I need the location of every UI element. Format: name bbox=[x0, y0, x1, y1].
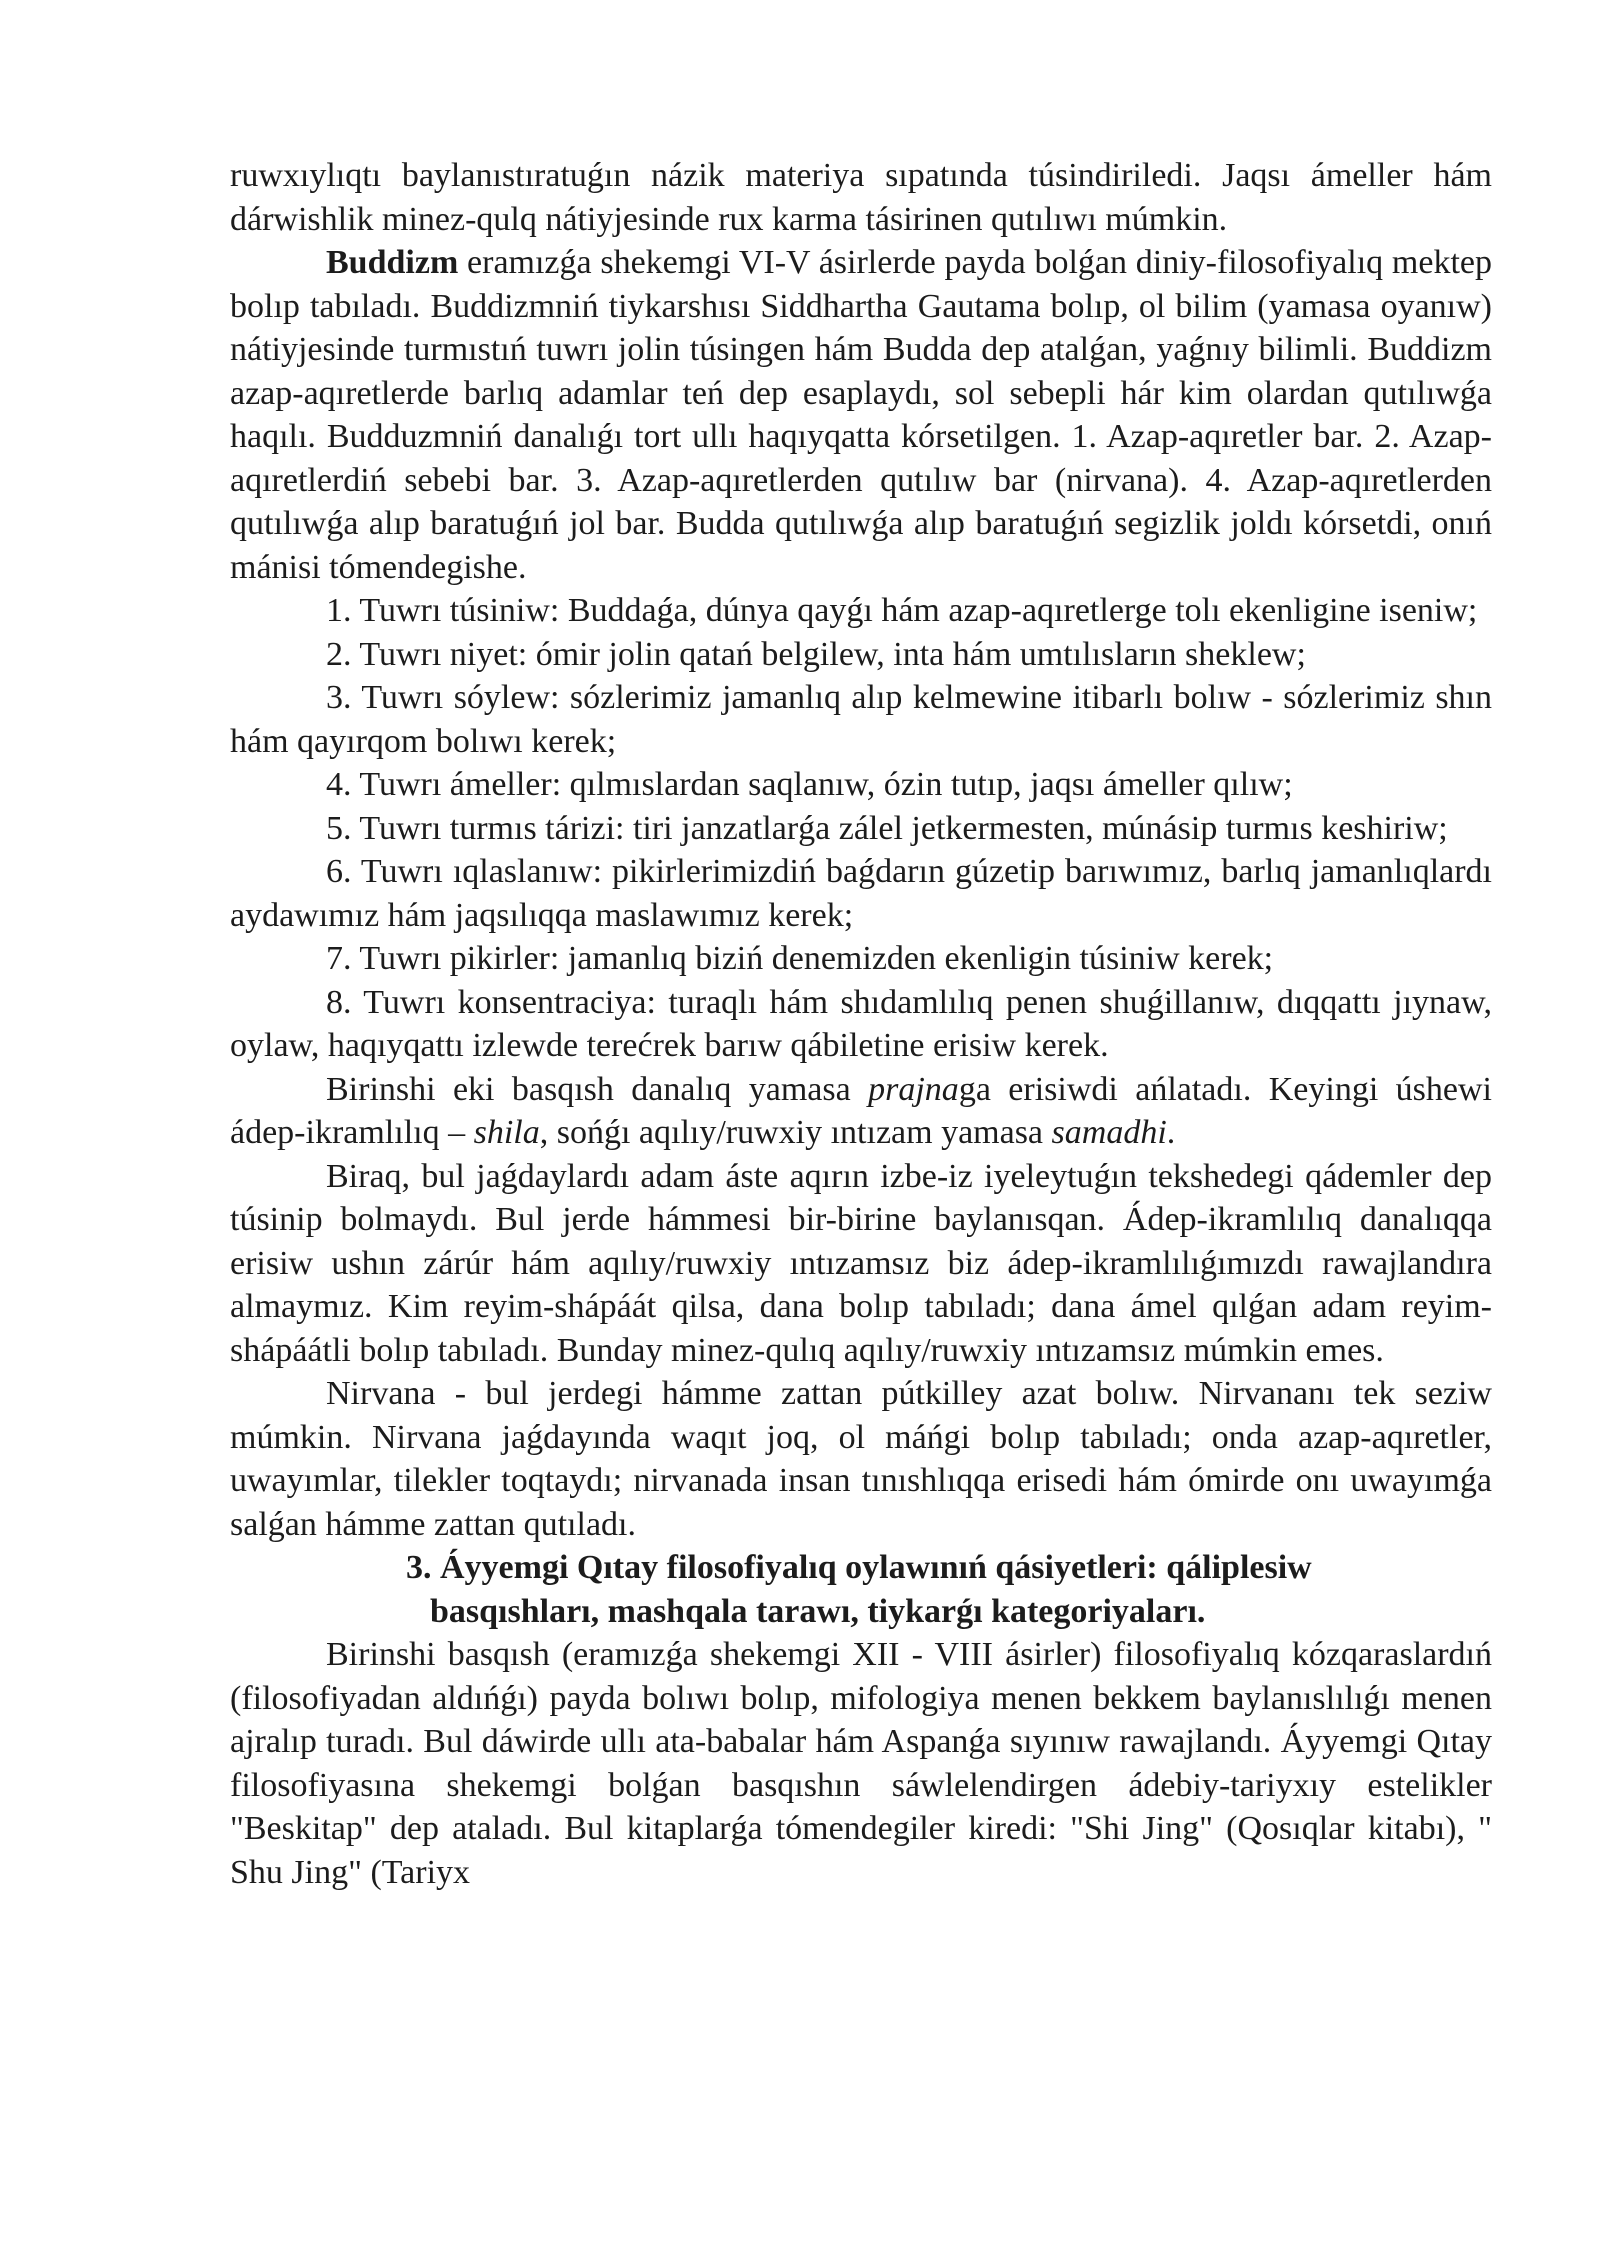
section-heading bbox=[230, 1546, 1492, 1633]
list-item-6: 6. Tuwrı ıqlaslanıw: pikirlerimizdiń baǵdarın gúzetip barıwımız, barlıq jamanlıqlardı aydawımız hám jaqsılıqqa maslawımız kerek; bbox=[230, 853, 1492, 934]
paragraph-birinshi-basqish: Birinshi basqısh (eramızǵa shekemgi XII - VIII ásirler) filosofiyalıq kózqaraslardıń (filosofiyadan aldıńǵı) payda bolıwı bolıp, mifologiya menen bekkem baylanıslılıǵı menen ajralıp turadı. Bul dáwirde ullı ata-babalar hám Aspanǵa sıyınıw rawajlandı. Áyyemgi Qıtay filosofiyasına shekemgi bolǵan basqıshın sáwlelendirgen ádebiy-tariyxıy estelikler "Beskitap" dep ataladı. Bul kitaplarǵa tómendegiler kiredi: "Shi Jing" (Qosıqlar kitabı), " Shu Jing" (Tariyx bbox=[230, 1636, 1492, 1891]
text-segment: , sońǵı aqılıy/ruwxiy ıntızam yamasa bbox=[539, 1114, 1052, 1151]
term-prajna: prajna bbox=[868, 1070, 959, 1108]
text-segment: . bbox=[1166, 1114, 1176, 1151]
text-segment: ga erisiwdi ańlatadı. Keyingi úshewi ádep-ikramlılıq – bbox=[230, 1070, 1492, 1151]
term-buddizm: Buddizm bbox=[326, 244, 459, 281]
paragraph-nirvana: Nirvana - bul jerdegi hámme zattan pútkilley azat bolıw. Nirvananı tek seziw múmkin. Nirvana jaǵdayında waqıt joq, ol máńgi bolıp tabıladı; onda azap-aqıretler, uwayımlar, tilekler toqtaydı; nirvanada insan tınıshlıqqa erisedi hám ómirde onı uwayımǵa salǵan hámme zattan qutıladı. bbox=[230, 1375, 1492, 1543]
paragraph-biraq: Biraq, bul jaǵdaylardı adam áste aqırın izbe-iz iyeleytuǵın tekshedegi qádemler dep túsinip bolmaydı. Bul jerde hámmesi bir-birine baylanısqan. Ádep-ikramlılıq danalıqqa erisiw ushın zárúr hám aqılıy/ruwxiy ıntızamsız biz ádep-ikramlılıǵımızdı rawajlandıra almaymız. Kim reyim-shápáát qilsa, dana bolıp tabıladı; dana ámel qılǵan adam reyim-shápáátli bolıp tabıladı. Bunday minez-qulıq aqılıy/ruwxiy ıntızamsız múmkin emes. bbox=[230, 1157, 1492, 1369]
term-shila: shila bbox=[473, 1114, 540, 1151]
list-item-4: 4. Tuwrı ámeller: qılmıslardan saqlanıw, ózin tutıp, jaqsı ámeller qılıw; bbox=[326, 766, 1293, 803]
paragraph-intro: ruwxıylıqtı baylanıstıratuǵın názik materiya sıpatında túsindiriledi. Jaqsı ámeller hám dárwishlik minez-qulq nátiyjesinde rux karma tásirinen qutılıwı múmkin. bbox=[230, 157, 1492, 238]
list-item-5: 5. Tuwrı turmıs tárizi: tiri janzatlarǵa zálel jetkermesten, múnásip turmıs keshiriw; bbox=[326, 809, 1448, 847]
document-page bbox=[230, 154, 1492, 1894]
term-samadhi: samadhi bbox=[1051, 1114, 1167, 1151]
list-item-7: 7. Tuwrı pikirler: jamanlıq biziń denemizden ekenligin túsiniw kerek; bbox=[326, 940, 1274, 977]
list-item-1: 1. Tuwrı túsiniw: Buddaǵa, dúnya qayǵı hám azap-aqıretlerge tolı ekenligine iseniw; bbox=[326, 592, 1478, 629]
list-item-8: 8. Tuwrı konsentraciya: turaqlı hám shıdamlılıq penen shuǵillanıw, dıqqattı jıynaw, oylaw, haqıyqattı izlewde terećrek barıw qábiletine erisiw kerek. bbox=[230, 983, 1492, 1064]
section-heading-line1: 3. Áyyemgi Qıtay filosofiyalıq oylawınıń qásiyetleri: qáliplesiw bbox=[406, 1549, 1312, 1586]
text-segment: Birinshi eki basqısh danalıq yamasa bbox=[326, 1070, 869, 1108]
paragraph-buddizm-text: eramızǵa shekemgi VI-V ásirlerde payda bolǵan diniy-filosofiyalıq mektep bolıp tabıladı. Buddizmniń tiykarshısı Siddhartha Gautama bolıp, ol bilim (yamasa oyanıw) nátiyjesinde turmıstıń tuwrı jolin túsingen hám Budda dep atalǵan, yaǵnıy bilimli. Buddizm azap-aqıretlerde barlıq adamlar teń dep esaplaydı, sol sebepli hár kim olardan qutılıwǵa haqılı. Budduzmniń danalıǵı tort ullı haqıyqatta kórsetilgen. 1. Azap-aqıretler bar. 2. Azap-aqıretlerdiń sebebi bar. 3. Azap-aqıretlerden qutılıw bar (nirvana). 4. Azap-aqıretlerden qutılıwǵa alıp baratuǵıń jol bar. Budda qutılıwǵa alıp baratuǵıń segizlik joldı kórsetdi, onıń mánisi tómendegishe. bbox=[230, 244, 1492, 586]
paragraph-prajna bbox=[230, 1068, 1492, 1155]
section-heading-line2: basqıshları, mashqala tarawı, tiykarǵı kategoriyaları. bbox=[430, 1592, 1206, 1630]
list-item-2: 2. Tuwrı niyet: ómir jolin qatań belgilew, inta hám umtılısların sheklew; bbox=[326, 635, 1306, 673]
paragraph-buddizm bbox=[230, 241, 1492, 589]
list-item-3: 3. Tuwrı sóylew: sózlerimiz jamanlıq alıp kelmewine itibarlı bolıw - sózlerimiz shın hám qayırqom bolıwı kerek; bbox=[230, 679, 1492, 760]
